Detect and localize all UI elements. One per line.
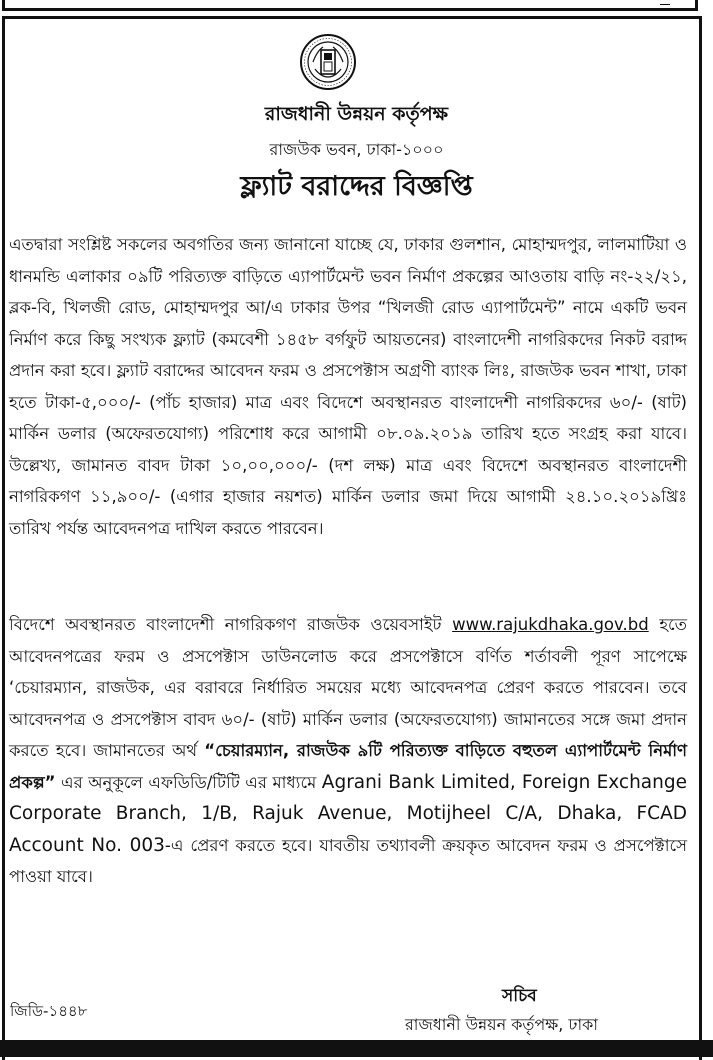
notice-paragraph-1: এতদ্বারা সংশ্লিষ্ট সকলের অবগতির জন্য জানানো যাচ্ছে যে, ঢাকার গুলশান, মোহাম্মদপুর, লালমাটিয়া ও ধানমন্ডি এলাকার ০৯টি পরিত্যক্ত বাড়িতে এ্যাপার্টমেন্ট ভবন নির্মাণ প্রকল্পের আওতায় বাড়ি নং-২২/২১, ব্লক-বি, খিলজী রোড, মোহাম্মদপুর আ/এ ঢাকার উপর “খিলজী রোড এ্যাপার্টমেন্ট” নামে একটি ভবন নির্মাণ করে কিছু সংখ্যক ফ্ল্যাট (কমবেশী ১৪৫৮ বর্গফুট আয়তনের) বাংলাদেশী নাগরিকদের নিকট বরাদ্দ প্রদান করা হবে। ফ্ল্যাট বরাদ্দের আবেদন ফরম ও প্রসপেক্টাস অগ্রণী ব্যাংক লিঃ, রাজউক ভবন শাখা, ঢাকা হতে টাকা-৫,০০০/- (পাঁচ হাজার) মাত্র এবং বিদেশে অবস্থানরত বাংলাদেশী নাগরিকদের ৬০/- (ষাট) মার্কিন ডলার (অফেরতযোগ্য) পরিশোধ করে আগামী ০৮.০৯.২০১৯ তারিখ হতে সংগ্রহ করা যাবে। উল্লেখ্য, জামানত বাবদ টাকা ১০,০০,০০০/- (দশ লক্ষ) মাত্র এবং বিদেশে অবস্থানরত বাংলাদেশী নাগরিকগণ ১১,৯০০/- (এগার হাজার নয়শত) মার্কিন ডলার জমা দিয়ে আগামী ২৪.১০.২০১৯খ্রিঃ তারিখ পর্যন্ত আবেদনপত্র দাখিল করতে পারবেন। bbox=[9, 235, 687, 538]
paragraph-2-text: হতে আবেদনপত্রের ফরম ও প্রসপেক্টাস ডাউনলোড করে প্রসপেক্টাসে বর্ণিত শর্তাবলী পূরণ সাপেক্ষে ‘চেয়ারম্যান, রাজউক, এর বরাবরে নির্ধারিত সময়ের মধ্যে আবেদনপত্র প্রেরণ করতে পারবেন। তবে আবেদনপত্র ও প্রসপেক্টাস বাবদ ৬০/- (ষাট) মার্কিন ডলার (অফেরতযোগ্য) জামানতের সঙ্গে জমা প্রদান করতে হবে। জামানতের অর্থ bbox=[9, 615, 687, 760]
paragraph-2-intro: বিদেশে অবস্থানরত বাংলাদেশী নাগরিকগণ রাজউক ওয়েবসাইট bbox=[9, 615, 442, 634]
signatory-title: সচিব bbox=[502, 986, 537, 1006]
rajuk-emblem-icon bbox=[299, 33, 357, 91]
signatory-organization: রাজধানী উন্নয়ন কর্তৃপক্ষ, ঢাকা bbox=[405, 1015, 598, 1034]
payee-name: “চেয়ারম্যান, রাজউক ৯টি পরিত্যক্ত বাড়িতে বহুতল এ্যাপার্টমেন্ট নির্মাণ প্রকল্প” bbox=[9, 741, 687, 792]
notice-paragraph-2 bbox=[9, 609, 687, 893]
website-link[interactable]: www.rajukdhaka.gov.bd bbox=[452, 615, 649, 634]
paragraph-2-text-2: এর অনুকূলে এফডিডি/টিটি এর মাধ্যমে bbox=[61, 772, 317, 792]
organization-address: রাজউক ভবন, ঢাকা-১০০০ bbox=[269, 140, 444, 159]
previous-ad-border bbox=[0, 0, 713, 12]
notice-title: ফ্ল্যাট বরাদ্দের বিজ্ঞপ্তি bbox=[240, 171, 473, 202]
bottom-border-bar bbox=[0, 1040, 713, 1057]
paragraph-2-end: -এ প্রেরণ করতে হবে। যাবতীয় তথ্যাবলী ক্রয়কৃত আবেদন ফরম ও প্রসপেক্টাসে পাওয়া যাবে। bbox=[9, 835, 688, 886]
memo-number: জিডি-১৪৪৮ bbox=[10, 1002, 88, 1020]
bank-account-details: Agrani Bank Limited, Foreign Exchange Corporate Branch, 1/B, Rajuk Avenue, Motijheel C/A, Dhaka, FCAD Account No. 003 bbox=[9, 771, 687, 856]
organization-name: রাজধানী উন্নয়ন কর্তৃপক্ষ bbox=[264, 103, 449, 125]
